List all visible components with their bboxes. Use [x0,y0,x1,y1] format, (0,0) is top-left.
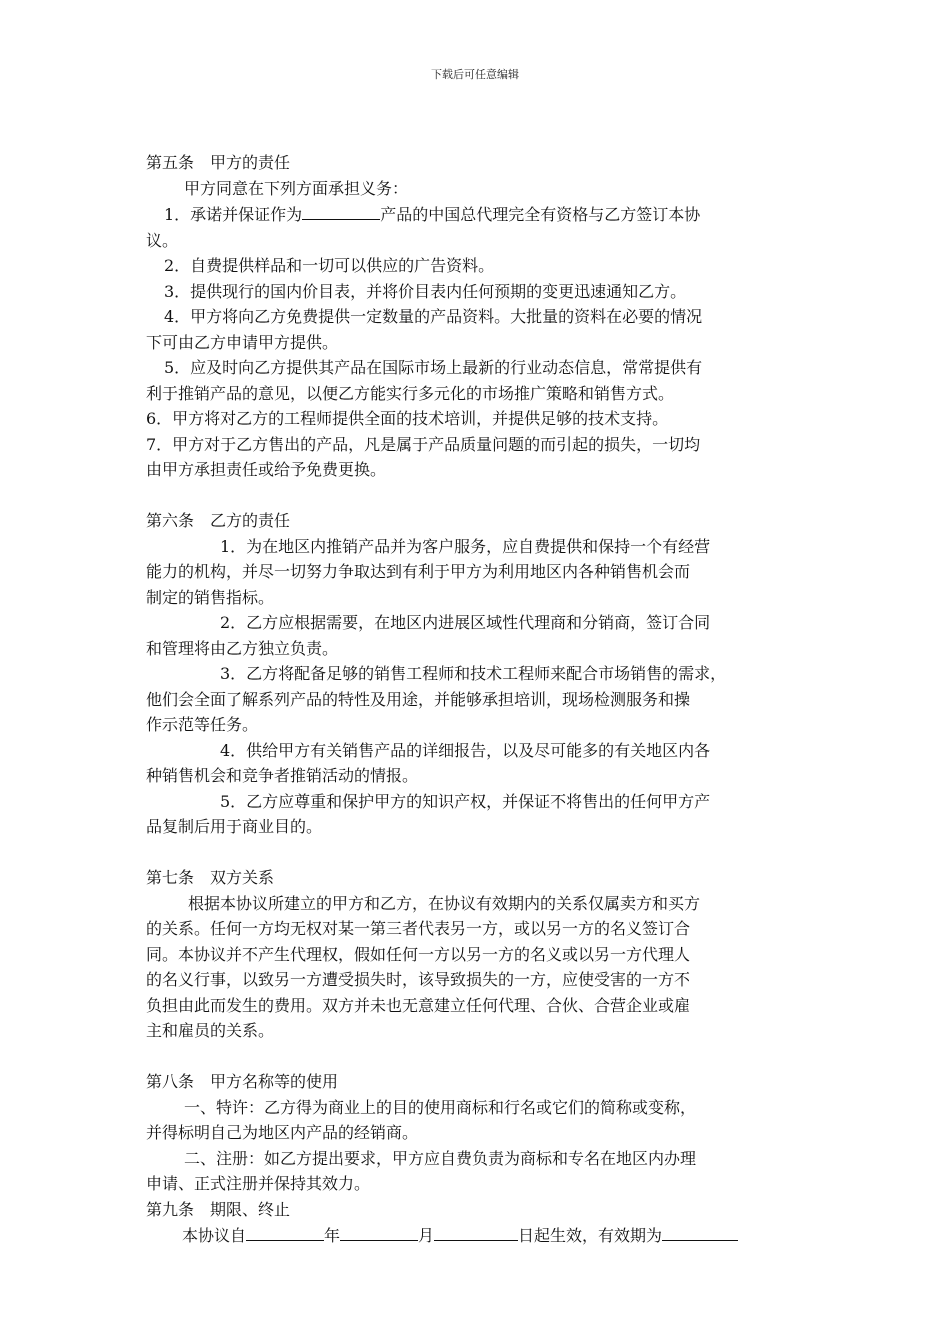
article-6-item-1: 1．为在地区内推销产品并为客户服务，应自费提供和保持一个有经营 [220,536,711,556]
article-5-item-4-cont: 下可由乙方申请甲方提供。 [146,332,339,352]
article-9-month: 月 [418,1226,435,1245]
article-5-heading: 第五条 甲方的责任 [146,153,291,172]
article-6-item-4-cont: 种销售机会和竞争者推销活动的情报。 [146,766,419,785]
article-6-item-2-cont: 和管理将由乙方独立负责。 [146,638,339,658]
article-6-item-3: 3．乙方将配备足够的销售工程师和技术工程师来配合市场销售的需求， [220,664,727,683]
article-5-item-3: 3．提供现行的国内价目表，并将价目表内任何预期的变更迅速通知乙方。 [164,281,687,301]
article-8-clause-1-cont: 并得标明自己为地区内产品的经销商。 [146,1123,419,1142]
spacer [146,840,808,866]
article-5-item-7: 7．甲方对于乙方售出的产品，凡是属于产品质量问题的而引起的损失，一切均 [146,434,701,454]
document-body [146,150,808,1249]
blank-field [246,1222,324,1241]
article-8-clause-2: 二、注册：如乙方提出要求，甲方应自费负责为商标和专名在地区内办理 [184,1148,697,1168]
article-5-item-1 [146,201,808,228]
spacer [146,483,808,509]
article-9-day: 日起生效，有效期为 [518,1226,663,1245]
article-5-item-5: 5．应及时向乙方提供其产品在国际市场上最新的行业动态信息，常常提供有 [164,358,703,377]
article-5-item-2: 2．自费提供样品和一切可以供应的广告资料。 [164,256,495,275]
article-7-paragraph-cont: 负担由此而发生的费用。双方并未也无意建立任何代理、合伙、合营企业或雇 [146,995,691,1015]
article-7-paragraph: 根据本协议所建立的甲方和乙方，在协议有效期内的关系仅属卖方和买方 [188,893,701,913]
article-8-heading: 第八条 甲方名称等的使用 [146,1072,339,1091]
article-7-paragraph-cont: 主和雇员的关系。 [146,1021,275,1040]
article-9-year: 年 [324,1226,341,1245]
page-header: 下载后可任意编辑 [431,68,519,81]
article-9-heading: 第九条 期限、终止 [146,1199,291,1219]
article-9-paragraph [146,1222,808,1249]
article-5-item-1-text-b: 产品的中国总代理完全有资格与乙方签订本协 [380,205,701,224]
article-5-item-6: 6．甲方将对乙方的工程师提供全面的技术培训，并提供足够的技术支持。 [146,409,669,428]
article-8-clause-1: 一、特许：乙方得为商业上的目的使用商标和行名或它们的简称或变称， [184,1097,697,1117]
article-7-paragraph-cont: 同。本协议并不产生代理权，假如任何一方以另一方的名义或以另一方代理人 [146,944,691,964]
article-6-item-1-cont: 能力的机构，并尽一切努力争取达到有利于甲方为利用地区内各种销售机会而 [146,562,691,581]
article-6-item-3-cont: 他们会全面了解系列产品的特性及用途，并能够承担培训，现场检测服务和操 [146,689,691,709]
article-6-heading: 第六条 乙方的责任 [146,511,291,530]
spacer [146,1044,808,1070]
blank-field [340,1222,418,1241]
article-6-item-3-cont-2: 作示范等任务。 [146,715,259,734]
article-6-item-4: 4．供给甲方有关销售产品的详细报告，以及尽可能多的有关地区内各 [220,740,711,760]
blank-field [434,1222,518,1241]
blank-field [302,201,380,220]
article-5-item-1-text-a: 1．承诺并保证作为 [164,205,303,224]
article-5-item-7-cont: 由甲方承担责任或给予免费更换。 [146,460,387,479]
article-5-item-1-cont: 议。 [146,230,179,250]
article-6-item-5-cont: 品复制后用于商业目的。 [146,817,323,836]
article-7-paragraph-cont: 的关系。任何一方均无权对某一第三者代表另一方，或以另一方的名义签订合 [146,919,691,938]
article-6-item-5: 5．乙方应尊重和保护甲方的知识产权，并保证不将售出的任何甲方产 [220,791,711,811]
article-6-item-1-cont-2: 制定的销售指标。 [146,587,275,607]
article-7-heading: 第七条 双方关系 [146,868,275,887]
blank-field [662,1222,738,1241]
article-5-item-4: 4．甲方将向乙方免费提供一定数量的产品资料。大批量的资料在必要的情况 [164,307,703,326]
article-8-clause-2-cont: 申请、正式注册并保持其效力。 [146,1174,371,1193]
article-5-intro: 甲方同意在下列方面承担义务： [184,178,409,198]
article-5-item-5-cont: 利于推销产品的意见，以便乙方能实行多元化的市场推广策略和销售方式。 [146,383,675,403]
article-6-item-2: 2．乙方应根据需要，在地区内进展区域性代理商和分销商，签订合同 [220,613,711,632]
article-7-paragraph-cont: 的名义行事，以致另一方遭受损失时，该导致损失的一方，应使受害的一方不 [146,970,691,989]
article-9-text-start: 本协议自 [182,1226,247,1245]
